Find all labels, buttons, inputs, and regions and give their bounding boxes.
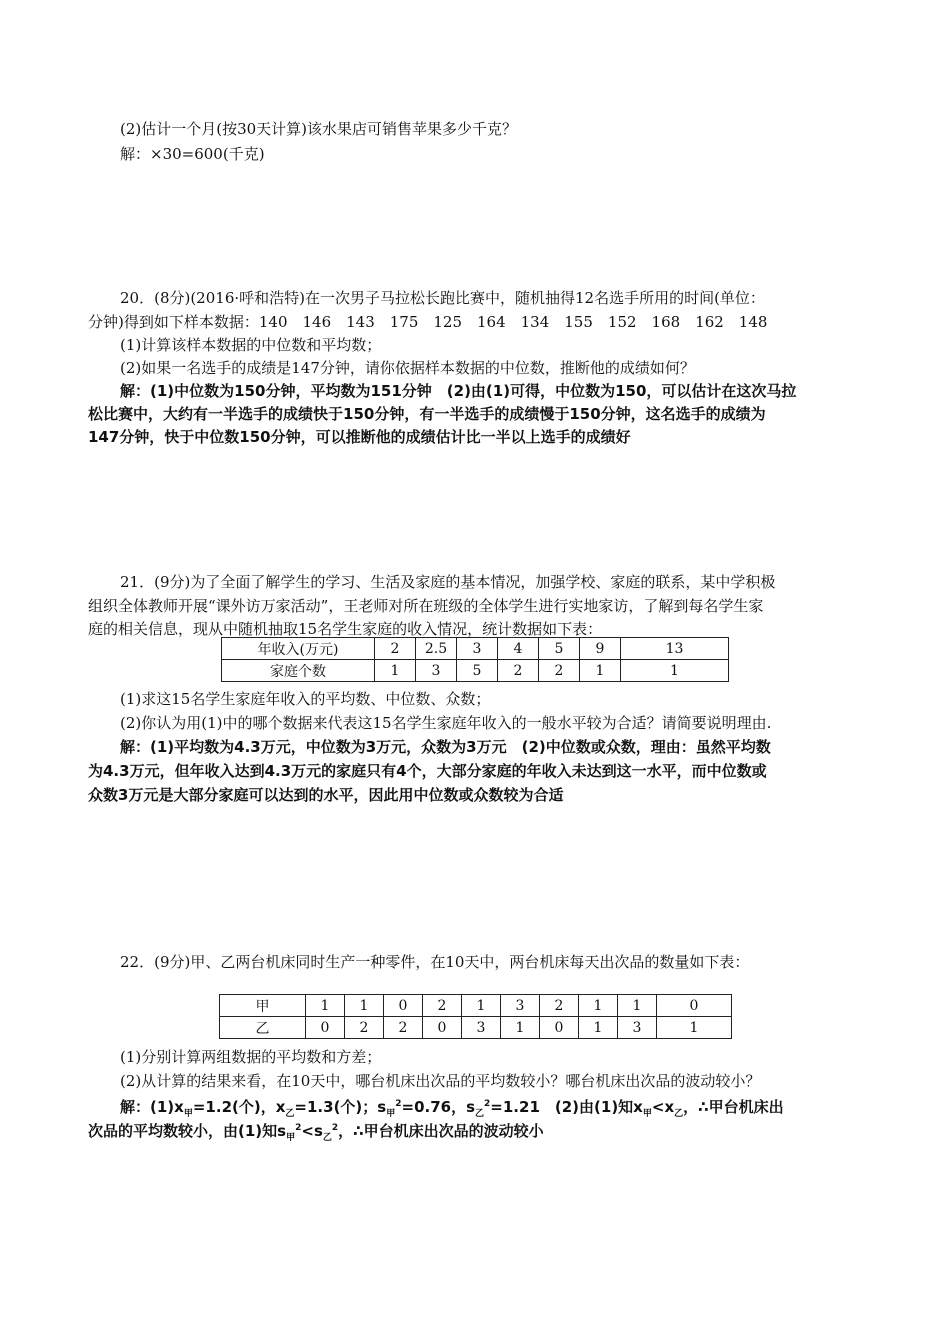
mean-symbol: x	[633, 1098, 643, 1116]
subscript-a: 甲	[386, 1109, 396, 1119]
q20-stem-line1: 20．(8分)(2016·呼和浩特)在一次男子马拉松长跑比赛中，随机抽得12名选手所用的时间(单位：	[120, 289, 765, 307]
table-cell: 13	[621, 638, 729, 660]
square-sup: 2	[395, 1099, 402, 1109]
table-cell: 3	[416, 660, 457, 682]
table-cell: 1	[618, 995, 657, 1017]
table-row	[220, 1017, 732, 1039]
variance-a-value: =0.76，	[401, 1098, 467, 1116]
table-cell: 2	[539, 660, 580, 682]
table-cell: 9	[580, 638, 621, 660]
table-cell: 0	[423, 1017, 462, 1039]
mean-symbol: x	[664, 1098, 675, 1116]
table-cell: 3	[618, 1017, 657, 1039]
variance-symbol: s	[377, 1098, 387, 1116]
conclusion-1: ，∴甲台机床出	[683, 1098, 784, 1116]
table-cell: 0	[384, 995, 423, 1017]
q20-part1: (1)计算该样本数据的中位数和平均数；	[120, 336, 382, 354]
q21-answer-line3: 众数3万元是大部分家庭可以达到的水平，因此用中位数或众数较为合适	[88, 786, 564, 804]
q21-answer-line2: 为4.3万元，但年收入达到4.3万元的家庭只有4个，大部分家庭的年收入未达到这一水平，而中位数或	[88, 762, 767, 780]
variance-symbol: s	[466, 1098, 476, 1116]
square-sup: 2	[331, 1123, 339, 1133]
q20-answer-line1: 解：(1)中位数为150分钟，平均数为151分钟 (2)由(1)可得，中位数为150，可以估计在这次马拉	[120, 382, 797, 400]
variance-b-value: =1.21 (2)由(1)知	[490, 1098, 634, 1116]
answer-prefix: 解：(1)	[120, 1098, 175, 1116]
table-cell: 1	[345, 995, 384, 1017]
q20-part2: (2)如果一名选手的成绩是147分钟，请你依据样本数据的中位数，推断他的成绩如何？	[120, 359, 695, 377]
mean-a-value: =1.2(个)，	[192, 1098, 276, 1116]
q21-stem-line2: 组织全体教师开展“课外访万家活动”，王老师对所在班级的全体学生进行实地家访，了解到每名学生家	[88, 597, 764, 615]
table-row	[222, 660, 729, 682]
mean-symbol: x	[174, 1098, 184, 1116]
table-header-cell: 家庭个数	[222, 660, 375, 682]
table-cell: 1	[621, 660, 729, 682]
table-header-cell: 甲	[220, 995, 306, 1017]
conclusion-2: ，∴甲台机床出次品的波动较小	[338, 1122, 544, 1140]
table-cell: 0	[540, 1017, 579, 1039]
subscript-b: 乙	[475, 1109, 485, 1119]
q22-part2: (2)从计算的结果来看，在10天中，哪台机床出次品的平均数较小？哪台机床出次品的波动较小？	[120, 1072, 761, 1090]
table-cell: 1	[375, 660, 416, 682]
q21-part1: (1)求这15名学生家庭年收入的平均数、中位数、众数；	[120, 690, 491, 708]
subscript-b: 乙	[674, 1109, 684, 1119]
table-cell: 5	[457, 660, 498, 682]
subscript-a: 甲	[642, 1109, 652, 1119]
less-than: <	[651, 1098, 665, 1116]
table-cell: 2	[498, 660, 539, 682]
subscript-a: 甲	[286, 1133, 296, 1143]
less-than: <	[301, 1122, 314, 1140]
table-header-cell: 乙	[220, 1017, 306, 1039]
table-cell: 2	[375, 638, 416, 660]
table-cell: 0	[306, 1017, 345, 1039]
table-cell: 1	[657, 1017, 732, 1039]
q21-part2: (2)你认为用(1)中的哪个数据来代表这15名学生家庭年收入的一般水平较为合适？请简要说明理由.	[120, 714, 772, 732]
variance-symbol: s	[277, 1122, 287, 1140]
variance-symbol: s	[313, 1122, 323, 1140]
q19-part2: (2)估计一个月(按30天计算)该水果店可销售苹果多少千克？	[120, 120, 518, 138]
table-cell: 2	[345, 1017, 384, 1039]
q21-stem-line1: 21．(9分)为了全面了解学生的学习、生活及家庭的基本情况，加强学校、家庭的联系，某中学积极	[120, 573, 776, 591]
q22-part1: (1)分别计算两组数据的平均数和方差；	[120, 1048, 382, 1066]
q20-answer-line3: 147分钟，快于中位数150分钟，可以推断他的成绩估计比一半以上选手的成绩好	[88, 428, 631, 446]
table-cell: 0	[657, 995, 732, 1017]
table-cell: 1	[580, 660, 621, 682]
q19-answer: 解：×30=600(千克)	[120, 145, 265, 163]
table-cell: 1	[579, 995, 618, 1017]
q22-defects-table	[219, 994, 732, 1039]
table-row	[220, 995, 732, 1017]
q21-answer-line1: 解：(1)平均数为4.3万元，中位数为3万元，众数为3万元 (2)中位数或众数，理由：虽然平均数	[120, 738, 771, 756]
table-cell: 3	[457, 638, 498, 660]
table-cell: 3	[501, 995, 540, 1017]
q20-answer-line2: 松比赛中，大约有一半选手的成绩快于150分钟，有一半选手的成绩慢于150分钟，这名选手的成绩为	[88, 405, 766, 423]
table-cell: 3	[462, 1017, 501, 1039]
table-cell: 1	[579, 1017, 618, 1039]
answer-line2-prefix: 次品的平均数较小，由(1)知	[88, 1122, 278, 1140]
table-cell: 1	[306, 995, 345, 1017]
table-cell: 2	[384, 1017, 423, 1039]
table-cell: 4	[498, 638, 539, 660]
subscript-a: 甲	[183, 1109, 193, 1119]
table-cell: 2	[423, 995, 462, 1017]
table-cell: 1	[462, 995, 501, 1017]
subscript-b: 乙	[285, 1109, 295, 1119]
q22-answer-line2	[88, 1118, 544, 1148]
table-cell: 5	[539, 638, 580, 660]
table-row	[222, 638, 729, 660]
q22-stem-line1: 22．(9分)甲、乙两台机床同时生产一种零件，在10天中，两台机床每天出次品的数量如下表：	[120, 953, 750, 971]
table-cell: 2	[540, 995, 579, 1017]
q21-stem-line3: 庭的相关信息，现从中随机抽取15名学生家庭的收入情况，统计数据如下表：	[88, 620, 603, 638]
mean-b-value: =1.3(个)；	[294, 1098, 378, 1116]
square-sup: 2	[295, 1123, 302, 1133]
table-header-cell: 年收入(万元)	[222, 638, 375, 660]
q21-income-table	[221, 637, 729, 682]
table-cell: 1	[501, 1017, 540, 1039]
subscript-b: 乙	[322, 1133, 332, 1143]
table-cell: 2.5	[416, 638, 457, 660]
mean-symbol: x	[275, 1098, 286, 1116]
square-sup: 2	[484, 1099, 491, 1109]
q20-stem-line2: 分钟)得到如下样本数据：140 146 143 175 125 164 134 155 152 168 162 148	[88, 313, 768, 331]
